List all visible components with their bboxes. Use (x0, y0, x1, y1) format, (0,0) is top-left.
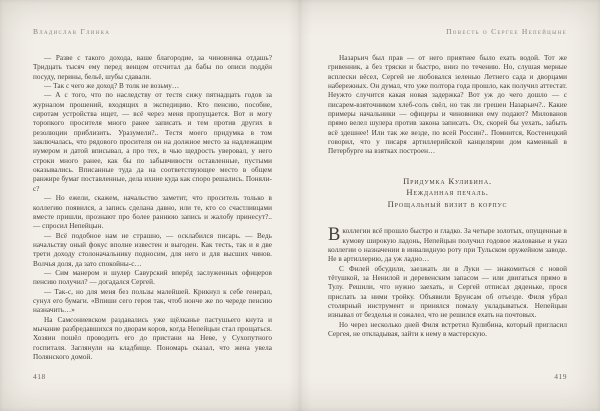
running-header-author: Владислав Глинка (33, 27, 111, 36)
section-heading-line: Нежданная печаль. (406, 187, 489, 198)
page-number-left: 418 (33, 372, 46, 381)
paragraph: — Разве с такого дохода, ваше благородие, за чиновника отдашь? Тридцать тысяч ему перед венцом отсчитал да бабы по описи поддён посуду, перины, бельё, шубы сдавали. (33, 54, 272, 81)
page-number-right: 419 (554, 372, 567, 381)
section-heading-line: Придумка Кулибина. (403, 175, 492, 186)
section-heading (328, 176, 567, 211)
right-page-body (328, 54, 567, 339)
paragraph (328, 227, 567, 264)
paragraph: — А с того, что по наследству от тестя сижу пятнадцать годов за журналом прошений, входящих в экспедицию. Кто пенсию, пособие, сиротам устройства ищет, — всё через меня пропущается. Вот и могу торопкого просителя много ранее записать и тем против других в резолюции приблизить. Уразумели?.. Тестя моего придумка в том заключалась, что рядового просителя он на должное место за надлежащим нумером и датой вписывал, а про тех, в чью щедрость уверовал, у него строки много ранее, как бы по забывчивости оставленные, пустыми оказывались. Вписанные туда да на соответствующее место в общем ранжире бумаг поставленные, дела ихние куда как споро решались. Поняли-с? (33, 91, 272, 193)
section-heading-line: Прощальный визит в корпус (387, 198, 508, 209)
paragraph: На Самсониевском раздавались уже щёлканье пастушьего кнута и мычание разбредавшихся по дворам коров, когда Непейцын стал прощаться. Хозяин пошёл проводить его до пристани на Неве, у Сухопутного госпиталя. Заглянули на кладбище. Пономарь сказал, что жена увела Полянского домой. (33, 315, 272, 361)
paragraph: Назарьич был прав — от него приятнее было ехать водой. Тот же гривенник, а без тряски и быстро, вниз по течению. Но, слушая мерные всплески вёсел, Сергей не любовался зеленью Летнего сада и дворцами набережных. Он думал, что уже полтора года прошло, как получил аттестат. Неужто случится какая новая задержка? Вот уж до чего дошло — с писарем-взяточником хлеб-соль свёл, но так ли грешен Назарьич?.. Какие примеры начальники — офицеры и чиновники ему подают? Милованов прямо велел шулера против закона записать. Ох, скорей бы уехать, забыть всё здешнее! Или так же везде, по всей России?.. Помнится, Костенецкий говорил, что у писаря артиллерийской канцелярии дом каменный в Петербурге на взятках построен… (328, 54, 567, 156)
paragraph: Но через несколько дней Филя встретил Кулибина, который пригласил Сергея, не откладывая, зайти к нему в мастерскую. (328, 320, 567, 339)
dropcap-letter: В (328, 225, 341, 246)
left-page-body (33, 54, 272, 362)
paragraph: — Так с чего же доход? В толк не возьму… (44, 82, 180, 91)
running-header-title: Повесть о Сергее Непейцыне (446, 27, 567, 36)
paragraph: — Так-с, но для меня без пользы малейшей. Крикнул к себе генерал, сунул его бумаги. «Впиши сего героя так, чтоб нонче же по череде пенсию назначить…» (33, 287, 272, 315)
paragraph: — Но ежели, скажем, начальство заметит, что проситель только в коллегию появился, а запись сделана давно, или те, кто со счастливцами вместе пришли, прознают про более раннюю запись и жалобу принесут?.. — спросил Непейцын. (33, 194, 272, 231)
paragraph: — Всё подобное нам не страшно, — осклабился писарь. — Ведь начальству оный фокус вполне известен и выгоден. Как тесть, так и я две трети доходу столоначальнику подносим, для него и для высших чинов. Волчья доля, да зато спокойны-с… (33, 231, 272, 268)
right-page (300, 0, 600, 411)
paragraph: С Филей обсудили, заезжать ли в Луки — знакомиться с новой тётушкой, за Ненилой и деревенским запасом — или двигаться прямо в Тулу. Решили, что нужно заехать, и Сергей отписал дяденьке, прося прислать за ними тройку. Объявили Брунсам об отъезде. Филя убрал столярный инструмент и принялся помалу укладываться. Непейцын изнывал от безделья и сожалел, что не решился ехать на почтовых. (328, 264, 567, 320)
paragraph: — Сим манером и шулер Савурский вперёд заслуженных офицеров пенсию получил? — догадался Сергей. (33, 268, 272, 287)
dropcap-paragraph-text: коллегии всё прошло быстро и гладко. За четыре золотых, опущенные в кумову широкую ладонь, Непейцын получил годовое жалованье и указ коллегии о назначении в инвалидную роту при Тульском оружейном заводе. Не в артиллерию, да уж ладно… (328, 227, 567, 264)
